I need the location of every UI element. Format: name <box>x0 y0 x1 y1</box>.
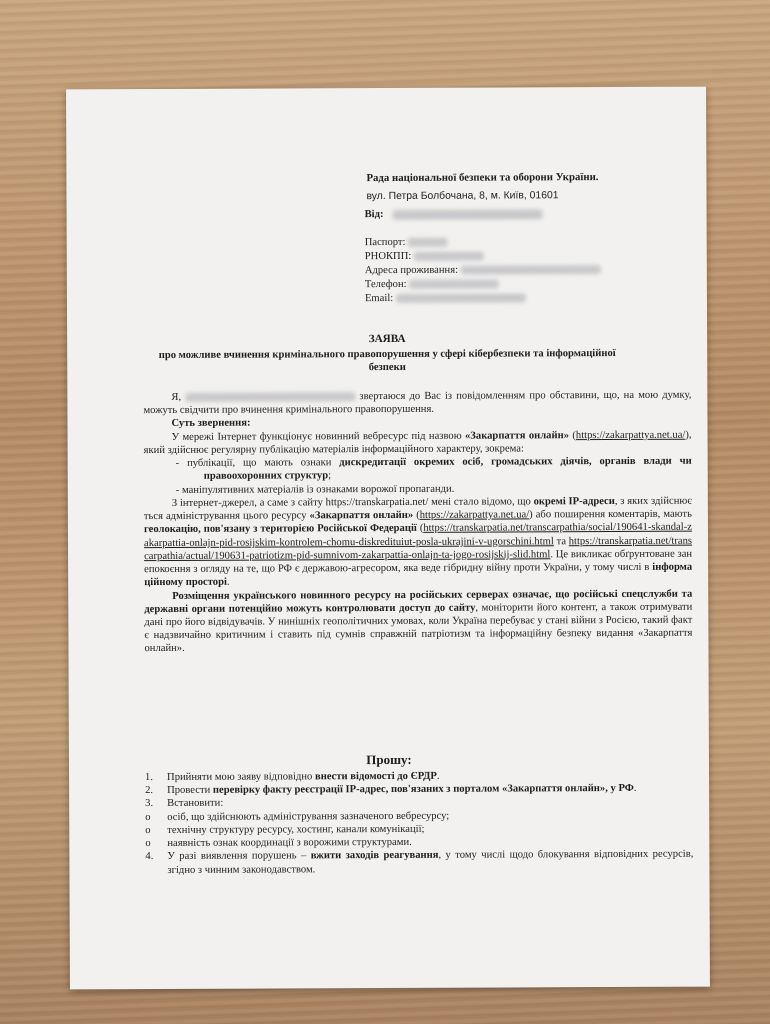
redacted-passport <box>408 238 448 247</box>
link-zakarpattya-2[interactable]: https://zakarpattya.net.ua/ <box>419 509 530 521</box>
request-item-3: 3. Встановити: <box>145 798 224 810</box>
redacted-email <box>396 293 526 303</box>
request-list <box>145 769 693 877</box>
bullet-2: - маніпулятивних матеріалів із ознаками ворожої пропаганди. <box>175 483 455 496</box>
link-transkarpatia-social[interactable]: https://transkarpatia.net/transcarpathia/social/190641-skandal-zakarpattia-onlajn-pid-rosijskim-kontrolem-chomu-diskredituiut-posla-ukrajini-v-ugorschini.html <box>143 522 692 549</box>
link-transkarpatia-actual[interactable]: https://transkarpatia.net/transcarpathia/actual/190631-patriotizm-pid-sumnivom-zakarpattia-onlajn-ta-jogo-rosijskij-slid.html <box>144 535 693 562</box>
link-zakarpattya[interactable]: https://zakarpattya.net.ua/ <box>575 429 686 441</box>
request-subitem-3: o наявність ознак координації з ворожими структурами. <box>145 837 412 850</box>
document-subtitle: про можливе вчинення кримінального правопорушення у сфері кібербезпеки та інформаційної безпеки <box>158 348 616 374</box>
redacted-name <box>392 209 542 220</box>
request-item-4: 4. У разі виявлення порушень – вжити заходів реагування, у тому числі щодо блокування відповідних ресурсів, згідно з чинним законодавством. <box>145 849 694 876</box>
request-subitem-1: o осіб, що здійснюють адміністрування зазначеного вебресурсу; <box>145 810 450 823</box>
paragraph-2: З інтернет-джерел, а саме з сайту https://transkarpatia.net/ мені стало відомо, що окремі IP-адреси, з яких здійснюється адміністрування цього ресурсу «Закарпаття онлайн» (https://zakarpattya.net.ua/) або поширення коментарів, мають геолокацію, пов'язану з територією Російської Федерації (https://transkarpatia.net/transcarpathia/social/190641-skandal-zakarpattia-onlajn-pid-rosijskim-kontrolem-chomu-diskredituiut-posla-ukrajini-v-ugorschini.html та https://transkarpatia.net/transcarpathia/actual/190631-patriotizm-pid-sumnivom-zakarpattia-onlajn-ta-jogo-rosijskij-slid.html. Це викликає обґрунтоване занепокоєння з огляду на те, що РФ є державою-агресором, яка веде гібридну війну проти України, у тому числі в інформаційному просторі. <box>143 495 693 589</box>
document-body <box>143 389 692 656</box>
applicant-fields <box>365 235 601 306</box>
field-passport: Паспорт: <box>365 235 601 250</box>
request-subitem-2: o технічну структуру ресурсу, хостинг, канали комунікації; <box>145 823 425 836</box>
paragraph-3: Розміщення українського новинного ресурсу на російських серверах означає, що російські спецслужби та державні органи потенційно можуть контролювати доступ до сайту, моніторити його контент, а також отримувати дані про його відвідувачів. У нинішніх геополітичних умовах, коли Україна перебуває у стані війни з Росією, такий факт є надзвичайно критичним і ставить під сумнів справжній патріотизм та інформаційну безпеку видання «Закарпаття онлайн». <box>144 588 693 655</box>
document-title: ЗАЯВА <box>368 332 406 346</box>
request-heading: Прошу: <box>366 751 412 768</box>
request-item-1: 1. Прийняти мою заяву відповідно внести відомості до ЄРДР. <box>145 770 440 784</box>
redacted-phone <box>409 280 499 289</box>
recipient-name: Рада національної безпеки та оборони України. <box>366 171 599 185</box>
from-label: Від: <box>365 207 543 221</box>
redacted-address <box>461 265 601 275</box>
field-address: Адреса проживання: <box>365 263 601 278</box>
paragraph-1: У мережі Інтернет функціонує новинний вебресурс під назвою «Закарпаття онлайн» (https://zakarpattya.net.ua/), який здійснює регулярну публікацію матеріалів інформаційного характеру, зокрема: <box>143 429 692 457</box>
field-phone: Телефон: <box>365 277 601 292</box>
document-page <box>66 87 710 990</box>
essence-label: Суть звернення: <box>171 418 251 430</box>
redacted-rnokpp <box>414 252 484 261</box>
request-item-2: 2. Провести перевірку факту реєстрації IP-адрес, пов'язаних з порталом «Закарпаття онлайн», у РФ. <box>145 783 637 797</box>
bullet-1: - публікації, що мають ознаки дискредитації окремих осіб, громадських діячів, органів влади чи правоохоронних структур; <box>175 455 692 483</box>
redacted-applicant <box>185 392 355 402</box>
field-rnokpp: РНОКПП: <box>365 249 601 264</box>
intro-paragraph: Я, звертаюся до Вас із повідомленням про обставини, що, на мою думку, можуть свідчити про вчинення кримінального правопорушення. <box>143 389 692 417</box>
field-email: Email: <box>365 291 601 306</box>
recipient-address: вул. Петра Болбочана, 8, м. Київ, 01601 <box>366 190 559 203</box>
